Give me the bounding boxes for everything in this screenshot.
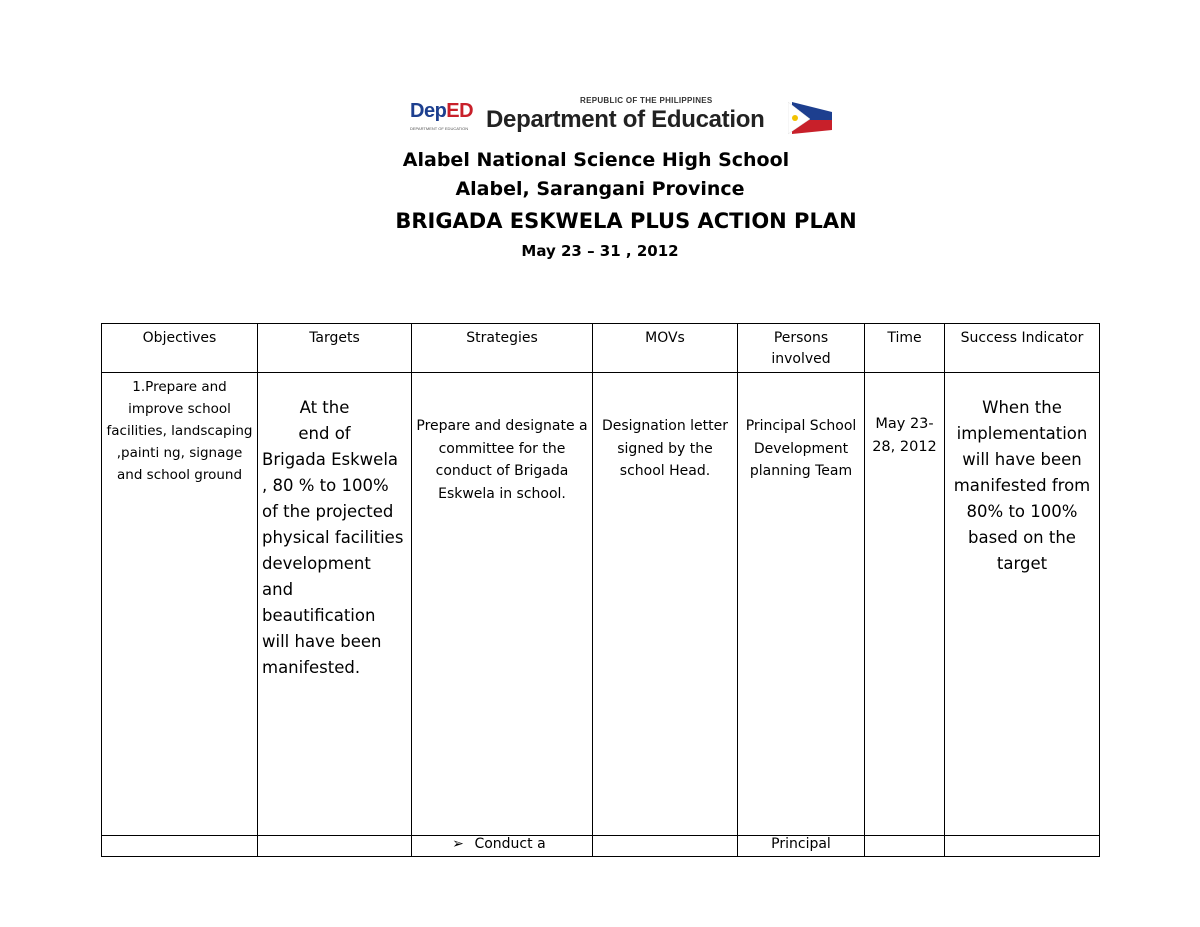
target-line-1: At the bbox=[299, 398, 350, 417]
objective-cell-empty bbox=[102, 836, 258, 857]
school-address: Alabel, Sarangani Province bbox=[455, 178, 745, 200]
deped-logo-text-ed: ED bbox=[446, 100, 474, 122]
column-header-time: Time bbox=[865, 324, 945, 373]
time-cell: May 23-28, 2012 bbox=[865, 373, 945, 836]
strategy-text: Conduct a bbox=[474, 836, 546, 852]
mov-cell: Designation letter signed by the school Head. bbox=[593, 373, 738, 836]
deped-logo-text-dep: Dep bbox=[410, 100, 447, 122]
success-indicator-cell: When the implementation will have been manifested from 80% to 100% based on the target bbox=[945, 373, 1100, 836]
success-cell-empty bbox=[945, 836, 1100, 857]
plan-title: BRIGADA ESKWELA PLUS ACTION PLAN bbox=[395, 209, 857, 233]
column-header-persons: Persons involved bbox=[738, 324, 865, 373]
target-line-2: end of bbox=[298, 424, 351, 443]
target-cell bbox=[258, 373, 412, 836]
strategy-cell: Prepare and designate a committee for the conduct of Brigada Eskwela in school. bbox=[412, 373, 593, 836]
deped-logo bbox=[410, 100, 473, 123]
arrow-bullet-icon: ➢ bbox=[452, 836, 464, 852]
deped-logo-subtext: DEPARTMENT OF EDUCATION bbox=[410, 126, 469, 131]
table-row bbox=[102, 373, 1100, 836]
table-row bbox=[102, 836, 1100, 857]
persons-cell: Principal bbox=[738, 836, 865, 857]
time-cell-empty bbox=[865, 836, 945, 857]
persons-cell: Principal School Development planning Team bbox=[738, 373, 865, 836]
letterhead bbox=[0, 96, 1200, 140]
action-plan-table bbox=[101, 323, 1100, 857]
objective-cell: 1.Prepare and improve school facilities, landscaping ,painti ng, signage and school ground bbox=[102, 373, 258, 836]
column-header-movs: MOVs bbox=[593, 324, 738, 373]
target-cell-empty bbox=[258, 836, 412, 857]
column-header-strategies: Strategies bbox=[412, 324, 593, 373]
column-header-success: Success Indicator bbox=[945, 324, 1100, 373]
column-header-objectives: Objectives bbox=[102, 324, 258, 373]
philippine-flag-icon bbox=[788, 100, 832, 136]
target-text: Brigada Eskwela , 80 % to 100% of the projected physical facilities development and beautification will have been manifested. bbox=[262, 450, 404, 677]
strategy-cell bbox=[412, 836, 593, 857]
republic-label: REPUBLIC OF THE PHILIPPINES bbox=[580, 96, 713, 105]
table-header-row bbox=[102, 324, 1100, 373]
school-name: Alabel National Science High School bbox=[402, 149, 790, 171]
plan-dates: May 23 – 31 , 2012 bbox=[521, 242, 679, 260]
mov-cell-empty bbox=[593, 836, 738, 857]
column-header-targets: Targets bbox=[258, 324, 412, 373]
department-name: Department of Education bbox=[486, 106, 765, 133]
